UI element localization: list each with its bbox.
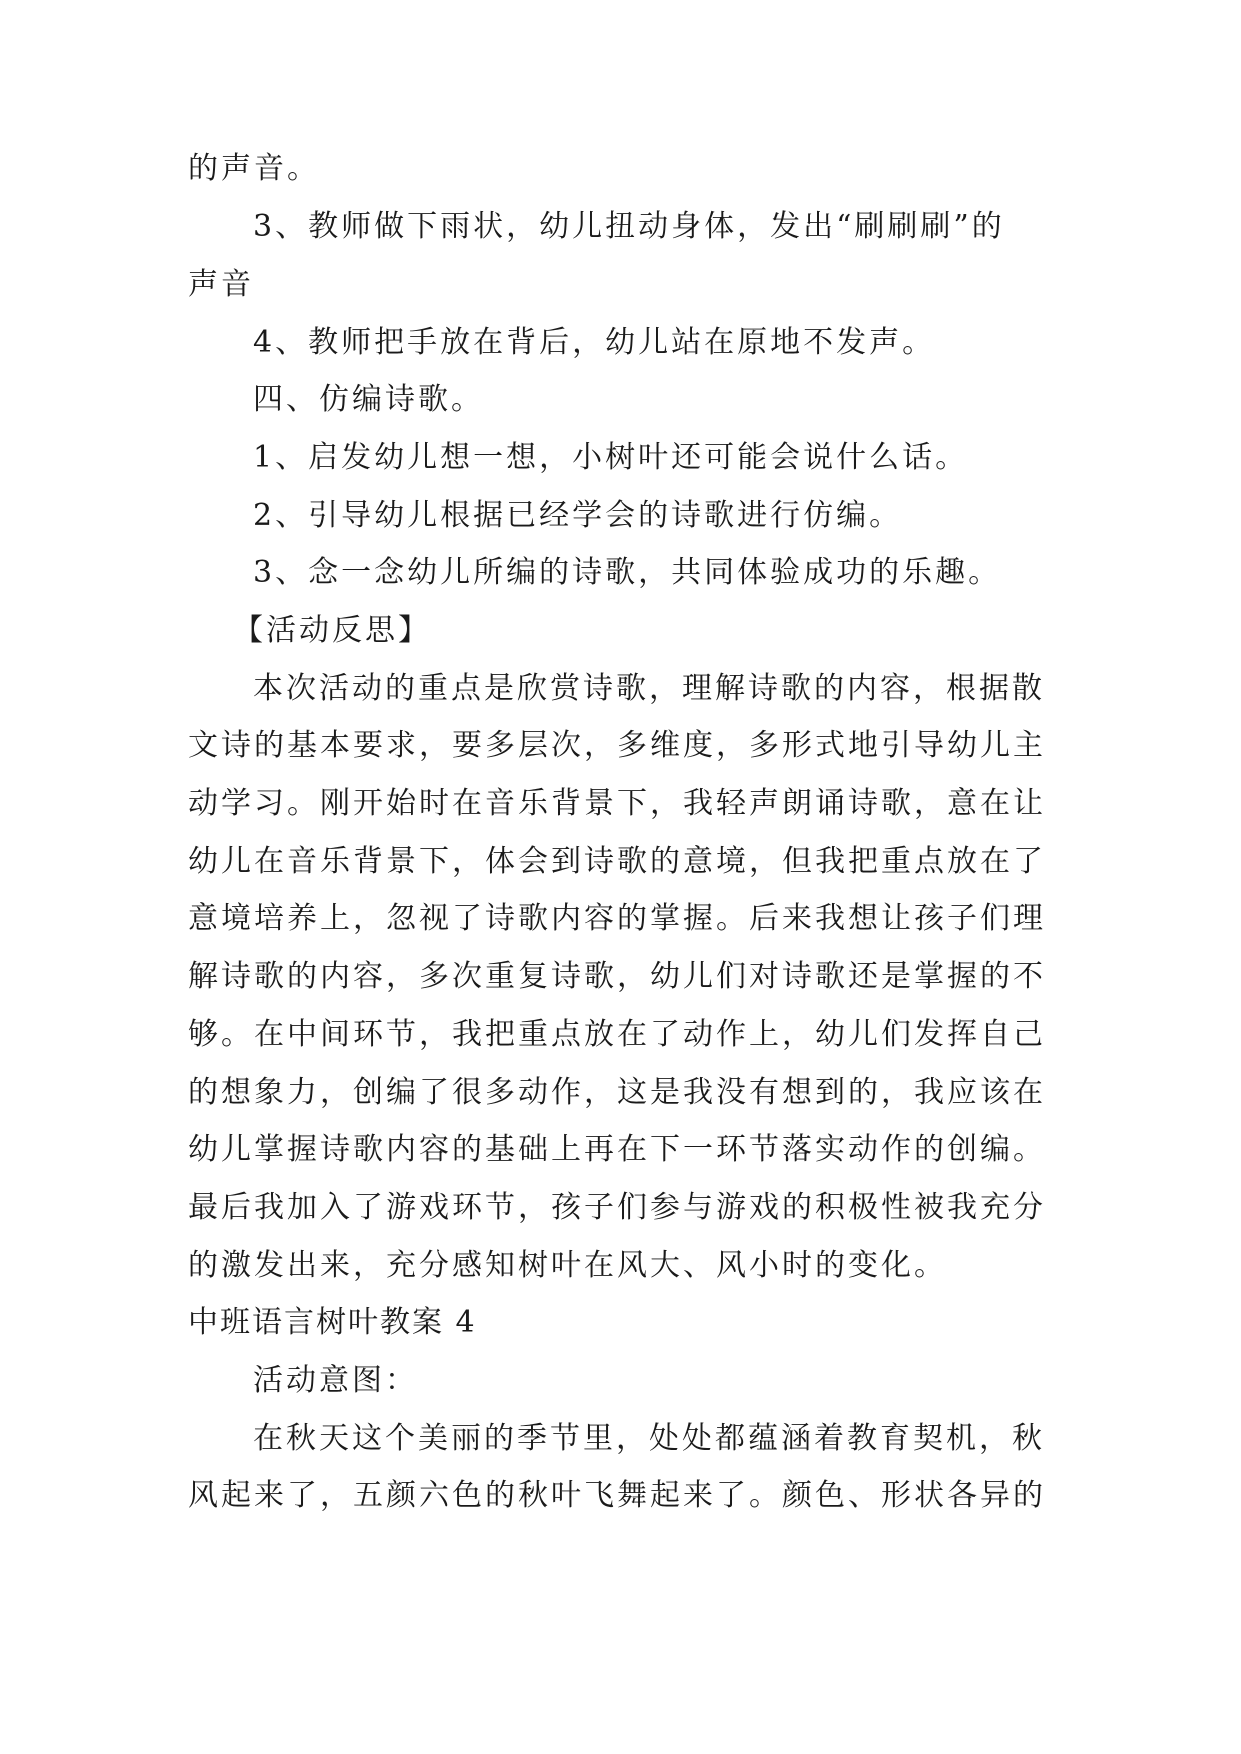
section-heading: 【活动反思】	[233, 613, 431, 648]
text-line: 最后我加入了游戏环节，孩子们参与游戏的积极性被我充分	[188, 1190, 1046, 1225]
text-line: 风起来了，五颜六色的秋叶飞舞起来了。颜色、形状各异的	[188, 1478, 1046, 1513]
text-line: 解诗歌的内容，多次重复诗歌，幼儿们对诗歌还是掌握的不	[188, 959, 1046, 994]
section-heading: 活动意图：	[253, 1363, 418, 1398]
text-line: 幼儿掌握诗歌内容的基础上再在下一环节落实动作的创编。	[188, 1132, 1046, 1167]
text-line: 幼儿在音乐背景下，体会到诗歌的意境，但我把重点放在了	[188, 844, 1046, 879]
text-line: 文诗的基本要求，要多层次，多维度，多形式地引导幼儿主	[188, 728, 1046, 763]
section-heading: 四、仿编诗歌。	[253, 382, 484, 417]
text-line: 动学习。刚开始时在音乐背景下，我轻声朗诵诗歌，意在让	[188, 786, 1046, 821]
text-line: 在秋天这个美丽的季节里，处处都蕴涵着教育契机，秋	[253, 1421, 1045, 1456]
text-line: 意境培养上，忽视了诗歌内容的掌握。后来我想让孩子们理	[188, 901, 1046, 936]
text-line: 1、启发幼儿想一想，小树叶还可能会说什么话。	[253, 440, 969, 475]
text-line: 3、教师做下雨状，幼儿扭动身体，发出“刷刷刷”的	[253, 209, 1005, 244]
text-line: 声音	[188, 267, 254, 302]
text-line: 够。在中间环节，我把重点放在了动作上，幼儿们发挥自己	[188, 1017, 1046, 1052]
text-line: 的声音。	[188, 151, 320, 186]
text-line: 本次活动的重点是欣赏诗歌，理解诗歌的内容，根据散	[253, 671, 1045, 706]
document-title: 中班语言树叶教案 4	[188, 1305, 477, 1340]
text-line: 4、教师把手放在背后，幼儿站在原地不发声。	[253, 325, 936, 360]
text-line: 的激发出来，充分感知树叶在风大、风小时的变化。	[188, 1248, 947, 1283]
text-line: 的想象力，创编了很多动作，这是我没有想到的，我应该在	[188, 1075, 1046, 1110]
text-line: 3、念一念幼儿所编的诗歌，共同体验成功的乐趣。	[253, 555, 1002, 590]
text-line: 2、引导幼儿根据已经学会的诗歌进行仿编。	[253, 498, 903, 533]
